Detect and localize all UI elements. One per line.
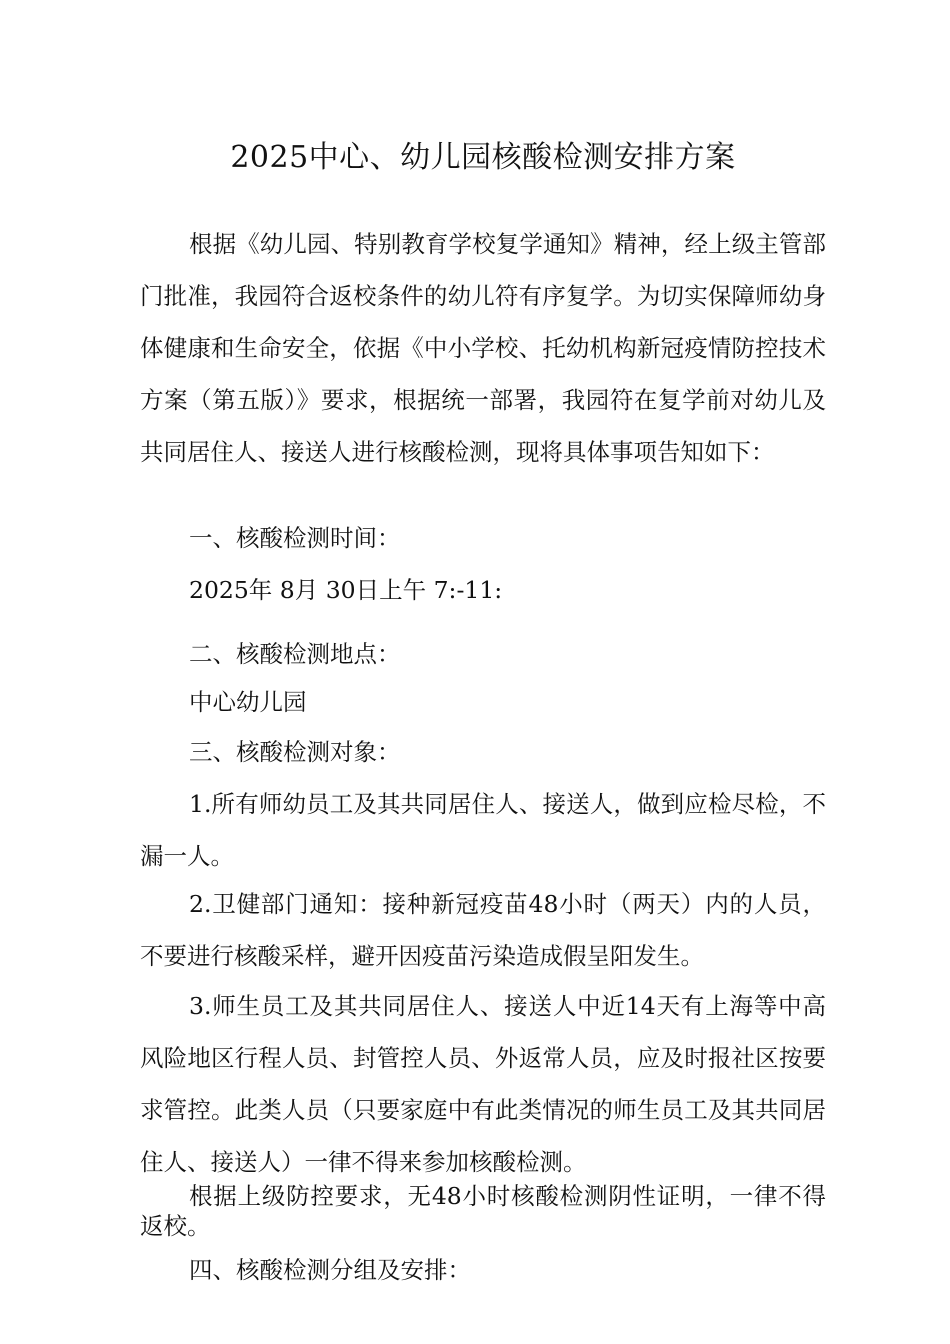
return-requirement-note: 根据上级防控要求，无48小时核酸检测阴性证明，一律不得返校。 bbox=[140, 1182, 826, 1240]
intro-paragraph: 根据《幼儿园、特别教育学校复学通知》精神，经上级主管部门批准，我园符合返校条件的幼儿符有序复学。为切实保障师幼身体健康和生命安全，依据《中小学校、托幼机构新冠疫情防控技术方案（第五版）》要求，根据统一部署，我园符在复学前对幼儿及共同居住人、接送人进行核酸检测，现将具体事项告知如下： bbox=[140, 230, 826, 466]
section-time-heading: 一、核酸检测时间： bbox=[189, 524, 401, 552]
target-item-2: 2.卫健部门通知：接种新冠疫苗48小时（两天）内的人员，不要进行核酸采样，避开因疫苗污染造成假呈阳发生。 bbox=[140, 890, 826, 970]
section-location-heading: 二、核酸检测地点： bbox=[189, 640, 401, 668]
section-targets-heading: 三、核酸检测对象： bbox=[189, 738, 401, 766]
target-item-3: 3.师生员工及其共同居住人、接送人中近14天有上海等中高风险地区行程人员、封管控人员、外返常人员，应及时报社区按要求管控。此类人员（只要家庭中有此类情况的师生员工及其共同居住人、接送人）一律不得来参加核酸检测。 bbox=[140, 992, 826, 1176]
section-location-value: 中心幼儿园 bbox=[189, 688, 307, 716]
target-item-1: 1.所有师幼员工及其共同居住人、接送人，做到应检尽检，不漏一人。 bbox=[140, 790, 826, 870]
section-grouping-heading: 四、核酸检测分组及安排： bbox=[189, 1256, 471, 1284]
section-time-value: 2025年 8月 30日上午 7:-11: bbox=[189, 576, 503, 604]
document-title: 2025中心、幼儿园核酸检测安排方案 bbox=[230, 140, 736, 175]
